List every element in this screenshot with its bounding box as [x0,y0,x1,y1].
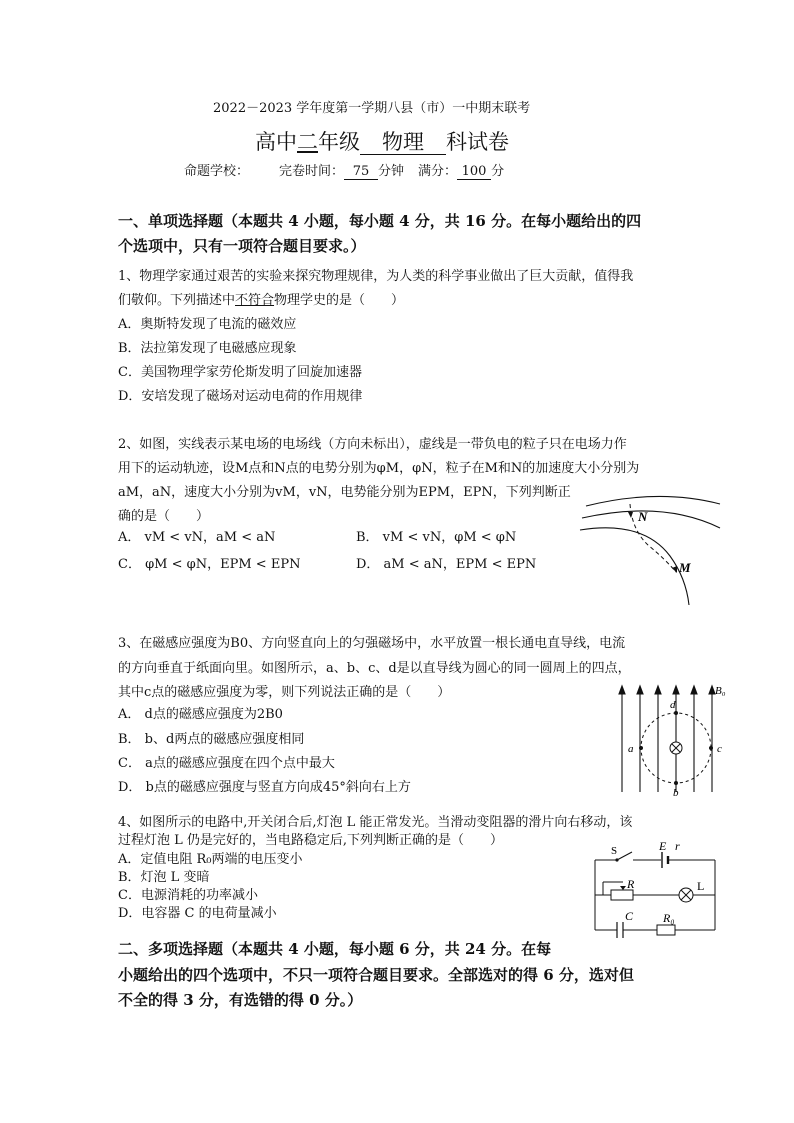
point-c [709,746,713,750]
q1-stem-line1: 1、物理学家通过艰苦的实验来探究物理规律，为人类的科学事业做出了巨大贡献，值得我 [118,269,634,284]
q1-stem-emphasis: 不符合 [235,293,275,308]
section1-title-line1: 一、单项选择题（本题共 4 小题，每小题 4 分，共 16 分。在每小题给出的四 [118,212,642,230]
q2-stem-line1: 2、如图，实线表示某电场的电场线（方向未标出），虚线是一带负电的粒子只在电场力作 [118,437,627,452]
label-b: b [673,787,679,798]
q3-option-a: A． d点的磁感应强度为2B0 [118,707,283,722]
q4-option-a: A．定值电阻 R₀两端的电压变小 [118,852,303,867]
label-lamp: L [697,879,705,893]
q2-field-line-figure [578,490,728,610]
section2-title-line1: 二、多项选择题（本题共 4 小题，每小题 6 分，共 24 分。在每 [118,940,552,958]
point-a [639,746,643,750]
time-label: 完卷时间： [279,164,345,179]
label-b0: B₀ [715,685,726,697]
label-s: S [611,845,618,857]
q2-option-d: D． aM < aN，EPM < EPN [356,557,537,572]
q1-stem-part: 物理学史的是（ ） [274,293,405,308]
time-value: 75 [344,165,378,180]
m-point-arrow [672,566,677,573]
field-line-2 [582,511,720,528]
section2-title-line2: 小题给出的四个选项中，不只一项符合题目要求。全部选对的得 6 分，选对但 [118,966,634,984]
q3-option-b: B． b、d两点的磁感应强度相同 [118,732,305,747]
trajectory-dashed [630,504,676,572]
q1-option-a: A．奥斯特发现了电流的磁效应 [118,317,297,332]
label-c: c [717,743,722,755]
q1-option-c: C．美国物理学家劳伦斯发明了回旋加速器 [118,365,362,380]
q4-stem-line1: 4、如图所示的电路中,开关闭合后,灯泡 L 能正常发光。当滑动变阻器的滑片向右移动，该 [118,815,633,830]
q4-option-c: C．电源消耗的功率减小 [118,888,258,903]
q1-option-d: D．安培发现了磁场对运动电荷的作用规律 [118,389,363,404]
title-grade: 二 [297,130,318,154]
q4-option-d: D．电容器 C 的电荷量减小 [118,906,277,921]
q4-stem-line2: 过程灯泡 L 仍是完好的，当电路稳定后,下列判断正确的是（ ） [118,833,504,848]
label-r0: R₀ [663,911,675,925]
time-unit: 分钟 [378,164,405,179]
label-rheostat: R [627,877,635,891]
q1-stem-line2 [118,289,404,308]
q1-stem-part: 们敬仰。下列描述中 [118,293,236,308]
point-b [674,781,678,785]
title-subject: 物理 [360,131,446,155]
slider-arrow-icon [620,886,626,890]
score-value: 100 [457,165,491,180]
section1-title-line2: 个选项中，只有一项符合题目要求。） [118,237,366,255]
rheostat-icon [611,890,633,900]
q1-option-b: B．法拉第发现了电磁感应现象 [118,341,297,356]
q2-option-b: B． vM < vN，φM < φN [356,530,517,545]
label-d: d [670,699,676,711]
q2-stem-line3: aM，aN，速度大小分别为vM，vN，电势能分别为EPM，EPN，下列判断正 [118,485,571,500]
q4-option-b: B．灯泡 L 变暗 [118,870,210,885]
point-d [674,711,678,715]
label-a: a [628,743,634,755]
exam-info [184,160,504,180]
page-title [255,126,509,156]
q3-stem-line3: 其中c点的磁感应强度为零，则下列说法正确的是（ ） [118,685,451,700]
q3-stem-line1: 3、在磁感应强度为B0、方向竖直向上的匀强磁场中，水平放置一根长通电直导线，电流 [118,636,626,651]
q2-option-c: C． φM < φN，EPM < EPN [118,557,301,572]
section2-title-line3: 不全的得 3 分，有选错的得 0 分。） [118,991,363,1009]
title-suffix: 科试卷 [446,130,509,154]
exam-subtitle: 2022－2023 学年度第一学期八县（市）一中期末联考 [213,101,531,116]
field-line-3 [580,528,689,605]
q3-stem-line2: 的方向垂直于纸面向里。如图所示，a、b、c、d是以直导线为圆心的同一圆周上的四点， [118,661,631,676]
q3-magnetic-field-figure [612,682,738,798]
q2-stem-line4: 确的是（ ） [118,509,210,524]
field-lines [619,686,715,792]
label-n: N [638,509,648,524]
q3-option-c: C． a点的磁感应强度在四个点中最大 [118,756,335,771]
label-r: r [675,839,680,853]
score-label: 满分： [418,164,458,179]
q2-option-a: A． vM < vN，aM < aN [118,530,276,545]
q2-stem-line2: 用下的运动轨迹，设M点和N点的电势分别为φM，φN，粒子在M和N的加速度大小分别为 [118,461,640,476]
n-point-arrow [628,512,633,518]
title-prefix: 高中 [255,130,297,154]
school-label: 命题学校： [184,164,250,179]
title-mid: 年级 [318,130,360,154]
field-line-1 [586,496,720,506]
q3-option-d: D． b点的磁感应强度与竖直方向成45°斜向右上方 [118,780,411,795]
resistor-r0-icon [657,925,675,935]
label-capacitor: C [625,909,634,923]
label-e: E [659,839,667,853]
q4-circuit-figure [585,838,725,942]
label-m: M [679,560,691,575]
switch-icon [617,852,632,860]
score-unit: 分 [491,164,505,179]
